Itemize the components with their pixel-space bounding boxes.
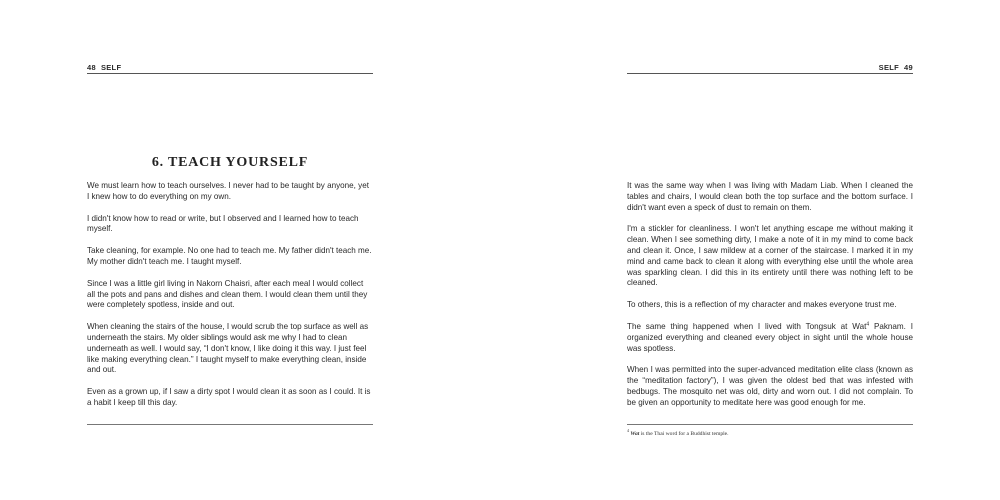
right-body-text — [627, 181, 913, 420]
paragraph: It was the same way when I was living with Madam Liab. When I cleaned the tables and chairs, I would clean both the top surface and the bottom surface. I didn't want even a speck of dust to remain on them. — [627, 181, 913, 212]
paragraph: We must learn how to teach ourselves. I never had to be taught by anyone, yet I knew how to do everything on my own. — [87, 181, 369, 201]
footnote-rule — [627, 424, 913, 425]
page-number: 49 — [904, 63, 913, 72]
footnote-reference[interactable]: 4 — [866, 321, 870, 328]
left-page — [87, 0, 373, 500]
left-page-header — [87, 63, 373, 73]
running-head: SELF — [878, 63, 900, 72]
paragraph: When cleaning the stairs of the house, I would scrub the top surface as well as underneath the stairs. My older siblings would ask me why I had to clean underneath as well. I would say, “I don't know, I like doing it this way. I just feel like making everything clean.” I taught myself to make everything clean, inside and out. — [87, 322, 369, 375]
right-page — [627, 0, 913, 500]
paragraph-text: Paknam. I organized everything and cleaned every object in sight until the whole house was spotless. — [627, 321, 914, 353]
paragraph: Since I was a little girl living in Nakorn Chaisri, after each meal I would collect all the pots and pans and dishes and clean them. I would clean them until they were completely spotless, inside and out. — [87, 278, 368, 310]
footnote-text: is the Thai word for a Buddhist temple. — [639, 430, 729, 437]
paragraph: When I was permitted into the super-advanced meditation elite class (known as the “meditation factory”), I was given the oldest bed that was infested with bedbugs. The mosquito net was old, dirty and worn out. I did not complain. To be given an opportunity to meditate here was good enough for me. — [627, 365, 913, 407]
page-number: 48 — [87, 63, 96, 72]
footnote — [627, 428, 913, 437]
paragraph: To others, this is a reflection of my character and makes everyone trust me. — [627, 300, 897, 310]
right-page-header — [627, 63, 913, 73]
paragraph — [627, 322, 913, 354]
header-rule — [87, 73, 373, 74]
header-rule — [627, 73, 913, 74]
paragraph: I'm a stickler for cleanliness. I won't let anything escape me without making it clean. When I see something dirty, I make a note of it in my mind to come back and clean it. Once, I saw mildew at a corner of the staircase. I marked it in my mind and came back to clean it along with everything else until the whole area was sparkling clean. I did this in its entirety until there was nothing left to be cleaned. — [627, 224, 913, 288]
footnote-marker: 4 — [627, 428, 629, 433]
paragraph: I didn't know how to read or write, but I observed and I learned how to teach myself. — [87, 213, 359, 234]
paragraph: Even as a grown up, if I saw a dirty spot I would clean it as soon as I could. It is a habit I keep till this day. — [87, 387, 371, 407]
running-head: SELF — [100, 63, 122, 72]
bottom-rule — [87, 424, 373, 425]
chapter-title: 6. TEACH YOURSELF — [151, 155, 309, 170]
left-body-text — [87, 181, 373, 420]
footnote-term: Wat — [630, 430, 640, 437]
paragraph-text: The same thing happened when I lived with Tongsuk at Wat — [627, 321, 867, 331]
paragraph: Take cleaning, for example. No one had to teach me. My father didn't teach me. My mother didn't teach me. I taught myself. — [87, 246, 372, 266]
